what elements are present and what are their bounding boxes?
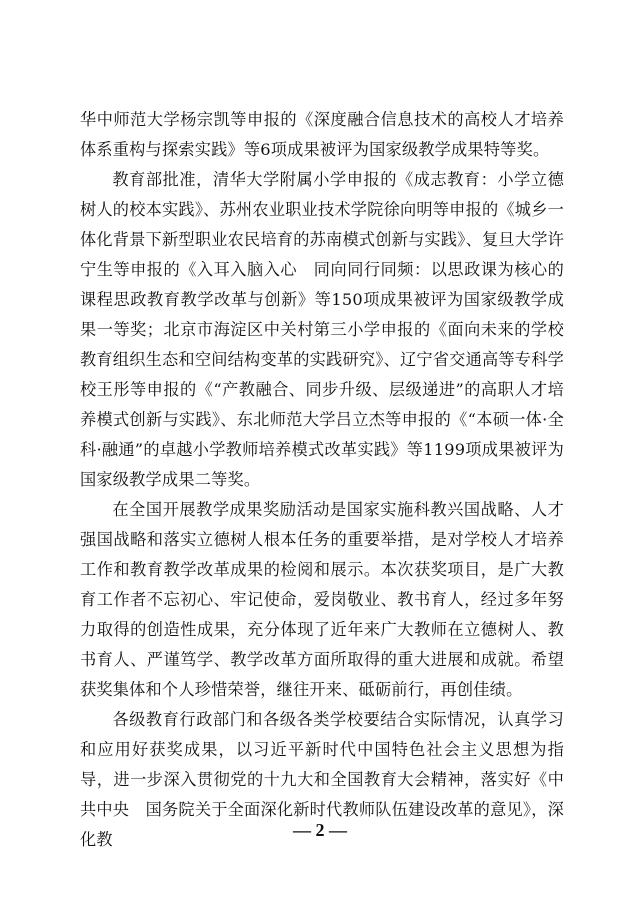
page-number: — 2 — bbox=[293, 820, 347, 840]
paragraph-approval: 教育部批准，清华大学附属小学申报的《成志教育：小学立德树人的校本实践》、苏州农业职业技术学院徐向明等申报的《城乡一体化背景下新型职业农民培育的苏南模式创新与实践》、复旦大学许宁生等申报的《入耳入脑入心 同向同行同频：以思政课为核心的课程思政教育教学改革与创新》等150项成果被评为国家级教学成果一等奖；北京市海淀区中关村第三小学申报的《面向未来的学校教育组织生态和空间结构变革的实践研究》、辽宁省交通高等专科学校王彤等申报的《“产教融合、同步升级、层级递进”的高职人才培养模式创新与实践》、东北师范大学吕立杰等申报的《“本硕一体·全科·融通”的卓越小学教师培养模式改革实践》等1199项成果被评为国家级教学成果二等奖。 bbox=[80, 170, 564, 489]
paragraph-continuation: 华中师范大学杨宗凯等申报的《深度融合信息技术的高校人才培养体系重构与探索实践》等6项成果被评为国家级教学成果特等奖。 bbox=[80, 110, 564, 159]
document-body bbox=[80, 105, 564, 855]
paragraph-significance: 在全国开展教学成果奖励活动是国家实施科教兴国战略、人才强国战略和落实立德树人根本任务的重要举措，是对学校人才培养工作和教育教学改革成果的检阅和展示。本次获奖项目，是广大教育工作者不忘初心、牢记使命，爱岗敬业、教书育人，经过多年努力取得的创造性成果，充分体现了近年来广大教师在立德树人、教书育人、严谨笃学、教学改革方面所取得的重大进展和成就。希望获奖集体和个人珍惜荣誉，继往开来、砥砺前行，再创佳绩。 bbox=[80, 500, 564, 699]
paragraph-requirements: 各级教育行政部门和各级各类学校要结合实际情况，认真学习和应用好获奖成果，以习近平新时代中国特色社会主义思想为指导，进一步深入贯彻党的十九大和全国教育大会精神，落实好《中共中央 国务院关于全面深化新时代教师队伍建设改革的意见》，深化教 bbox=[80, 710, 564, 849]
